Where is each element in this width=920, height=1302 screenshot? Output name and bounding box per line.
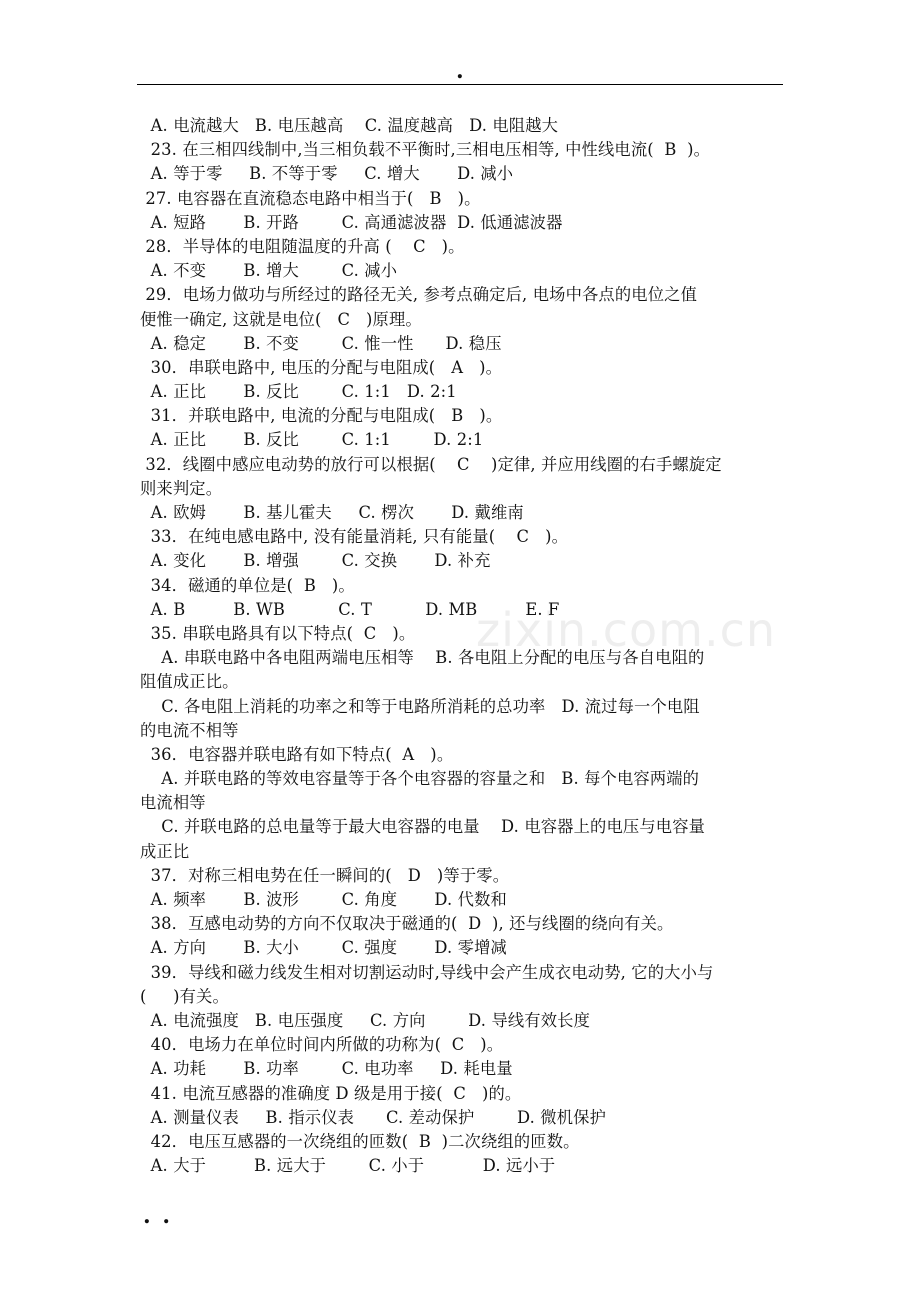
- text-line: 29．电场力做功与所经过的路径无关, 参考点确定后, 电场中各点的电位之值: [140, 285, 698, 305]
- text-line: 38．互感电动势的方向不仅取决于磁通的( D ), 还与线圈的绕向有关。: [140, 914, 674, 934]
- text-line: A. B B. WB C. T D. MB E. F: [140, 599, 560, 619]
- text-line: A. 欧姆 B. 基儿霍夫 C. 楞次 D. 戴维南: [140, 503, 524, 522]
- text-line: A. 串联电路中各电阻两端电压相等 B. 各电阻上分配的电压与各自电阻的: [140, 648, 705, 668]
- text-line: 31．并联电路中, 电流的分配与电阻成( B )。: [140, 406, 503, 426]
- text-line: 电流相等: [140, 793, 206, 813]
- header-rule: [137, 84, 783, 85]
- text-line: A. 电流强度 B. 电压强度 C. 方向 D. 导线有效长度: [140, 1010, 591, 1030]
- text-line: 32．线圈中感应电动势的放行可以根据( C )定律, 并应用线圈的右手螺旋定: [140, 454, 722, 474]
- text-line: 34．磁通的单位是( B )。: [140, 575, 355, 595]
- watermark: zixin.com.cn: [476, 603, 777, 657]
- text-line: 成正比: [140, 841, 190, 861]
- text-line: ( )有关。: [140, 986, 229, 1006]
- text-line: A. 正比 B. 反比 C. 1:1 D. 2:1: [140, 382, 457, 402]
- text-line: C. 各电阻上消耗的功率之和等于电路所消耗的总功率 D. 流过每一个电阻: [140, 696, 700, 716]
- text-line: 41. 电流互感器的准确度 D 级是用于接( C )的。: [140, 1083, 522, 1103]
- text-line: A. 稳定 B. 不变 C. 惟一性 D. 稳压: [140, 333, 502, 353]
- text-line: 则来判定。: [140, 478, 223, 498]
- text-line: 37．对称三相电势在任一瞬间的( D )等于零。: [140, 865, 510, 885]
- text-line: A. 不变 B. 增大 C. 减小: [140, 261, 398, 281]
- text-line: 35. 串联电路具有以下特点( C )。: [140, 623, 416, 643]
- text-line: 阻值成正比。: [140, 672, 239, 692]
- text-line: A. 功耗 B. 功率 C. 电功率 D. 耗电量: [140, 1059, 513, 1079]
- text-line: A. 电流越大 B. 电压越高 C. 温度越高 D. 电阻越大: [140, 116, 559, 135]
- text-line: A. 并联电路的等效电容量等于各个电容器的容量之和 B. 每个电容两端的: [140, 769, 700, 789]
- text-line: A. 等于零 B. 不等于零 C. 增大 D. 减小: [140, 164, 514, 184]
- text-line: 39．导线和磁力线发生相对切割运动时,导线中会产生成衣电动势, 它的大小与: [140, 962, 714, 982]
- text-line: A. 频率 B. 波形 C. 角度 D. 代数和: [140, 890, 507, 909]
- text-line: 27. 电容器在直流稳态电路中相当于( B )。: [140, 188, 481, 208]
- text-line: 便惟一确定, 这就是电位( C )原理。: [140, 309, 422, 329]
- text-line: A. 短路 B. 开路 C. 高通滤波器 D. 低通滤波器: [140, 212, 563, 232]
- text-line: 28．半导体的电阻随温度的升高 ( C )。: [140, 236, 465, 256]
- footer-mark: . .: [143, 1203, 172, 1229]
- text-line: 30．串联电路中, 电压的分配与电阻成( A )。: [140, 357, 503, 377]
- text-line: 42．电压互感器的一次绕组的匝数( B )二次绕组的匝数。: [140, 1131, 580, 1151]
- text-line: 23. 在三相四线制中,当三相负载不平衡时,三相电压相等, 中性线电流( B )。: [140, 140, 711, 160]
- document-body: [140, 114, 785, 1178]
- text-line: A. 正比 B. 反比 C. 1:1 D. 2:1: [140, 430, 484, 450]
- text-line: A. 变化 B. 增强 C. 交换 D. 补充: [140, 551, 491, 571]
- text-line: 33．在纯电感电路中, 没有能量消耗, 只有能量( C )。: [140, 527, 569, 547]
- header-mark: .: [456, 58, 464, 84]
- text-line: 40．电场力在单位时间内所做的功称为( C )。: [140, 1035, 504, 1055]
- text-line: A. 大于 B. 远大于 C. 小于 D. 远小于: [140, 1156, 556, 1176]
- text-line: 36．电容器并联电路有如下特点( A )。: [140, 744, 454, 764]
- text-line: 的电流不相等: [140, 720, 239, 740]
- text-line: C. 并联电路的总电量等于最大电容器的电量 D. 电容器上的电压与电容量: [140, 817, 706, 837]
- text-line: A. 测量仪表 B. 指示仪表 C. 差动保护 D. 微机保护: [140, 1107, 607, 1127]
- text-line: A. 方向 B. 大小 C. 强度 D. 零增减: [140, 938, 507, 958]
